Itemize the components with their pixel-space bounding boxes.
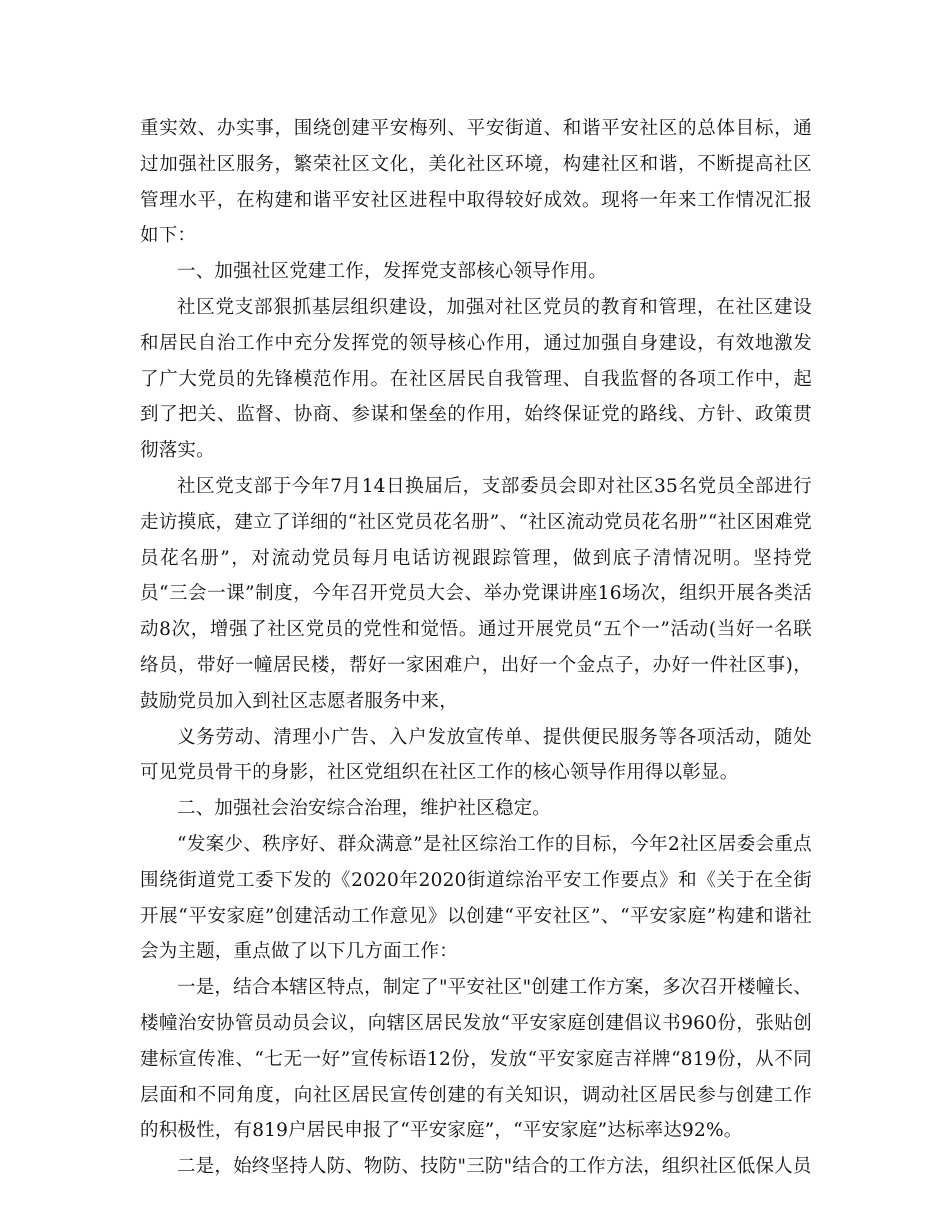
paragraph-party-branch: 社区党支部狠抓基层组织建设，加强对社区党员的教育和管理，在社区建设和居民自治工作中充分发挥党的领导核心作用，通过加强自身建设，有效地激发了广大党员的先锋模范作用。在社区居民自我管理、自我监督的各项工作中，起到了把关、监督、协商、参谋和堡垒的作用，始终保证党的路线、方针、政策贯彻落实。: [140, 296, 812, 462]
paragraph-party-members: 社区党支部于今年7月14日换届后，支部委员会即对社区35名党员全部进行走访摸底，建立了详细的“社区党员花名册”、“社区流动党员花名册”“社区困难党员花名册”，对流动党员每月电话访视跟踪管理，做到底子清情况明。坚持党员“三会一课”制度，今年召开党员大会、举办党课讲座16场次，组织开展各类活动8次，增强了社区党员的党性和觉悟。通过开展党员“五个一”活动(当好一名联络员，带好一幢居民楼，帮好一家困难户，出好一个金点子，办好一件社区事)，鼓励党员加入到社区志愿者服务中来，: [140, 475, 812, 712]
paragraph-safe-community-plan: 一是，结合本辖区特点，制定了"平安社区"创建工作方案，多次召开楼幢长、楼幢治安协管员动员会议，向辖区居民发放“平安家庭创建倡议书960份，张贴创建标宣传准、“七无一好”宣传标语12份，发放“平安家庭吉祥牌“819份，从不同层面和不同角度，向社区居民宣传创建的有关知识，调动社区居民参与创建工作的积极性，有819户居民申报了“平安家庭”，“平安家庭”达标率达92%。: [140, 977, 812, 1142]
section-heading-public-security: 二、加强社会治安综合治理，维护社区稳定。: [177, 798, 552, 820]
section-heading-party-building: 一、加强社区党建工作，发挥党支部核心领导作用。: [177, 261, 608, 283]
paragraph-volunteer-activities: 义务劳动、清理小广告、入户发放宣传单、提供便民服务等各项活动，随处可见党员骨干的身影，社区党组织在社区工作的核心领导作用得以彰显。: [140, 726, 812, 784]
paragraph-three-defenses: 二是，始终坚持人防、物防、技防"三防"结合的工作方法，组织社区低保人员: [177, 1156, 812, 1178]
paragraph-intro: 重实效、办实事，围绕创建平安梅列、平安街道、和谐平安社区的总体目标，通过加强社区服务，繁荣社区文化，美化社区环境，构建社区和谐，不断提高社区管理水平，在构建和谐平安社区进程中取得较好成效。现将一年来工作情况汇报如下：: [140, 118, 812, 247]
paragraph-security-goals: “发案少、秩序好、群众满意”是社区综治工作的目标，今年2社区居委会重点围绕街道党工委下发的《2020年2020街道综治平安工作要点》和《关于在全街开展“平安家庭”创建活动工作意见》以创建“平安社区”、“平安家庭”构建和谐社会为主题，重点做了以下几方面工作：: [140, 833, 812, 963]
document-body: [140, 111, 812, 1185]
